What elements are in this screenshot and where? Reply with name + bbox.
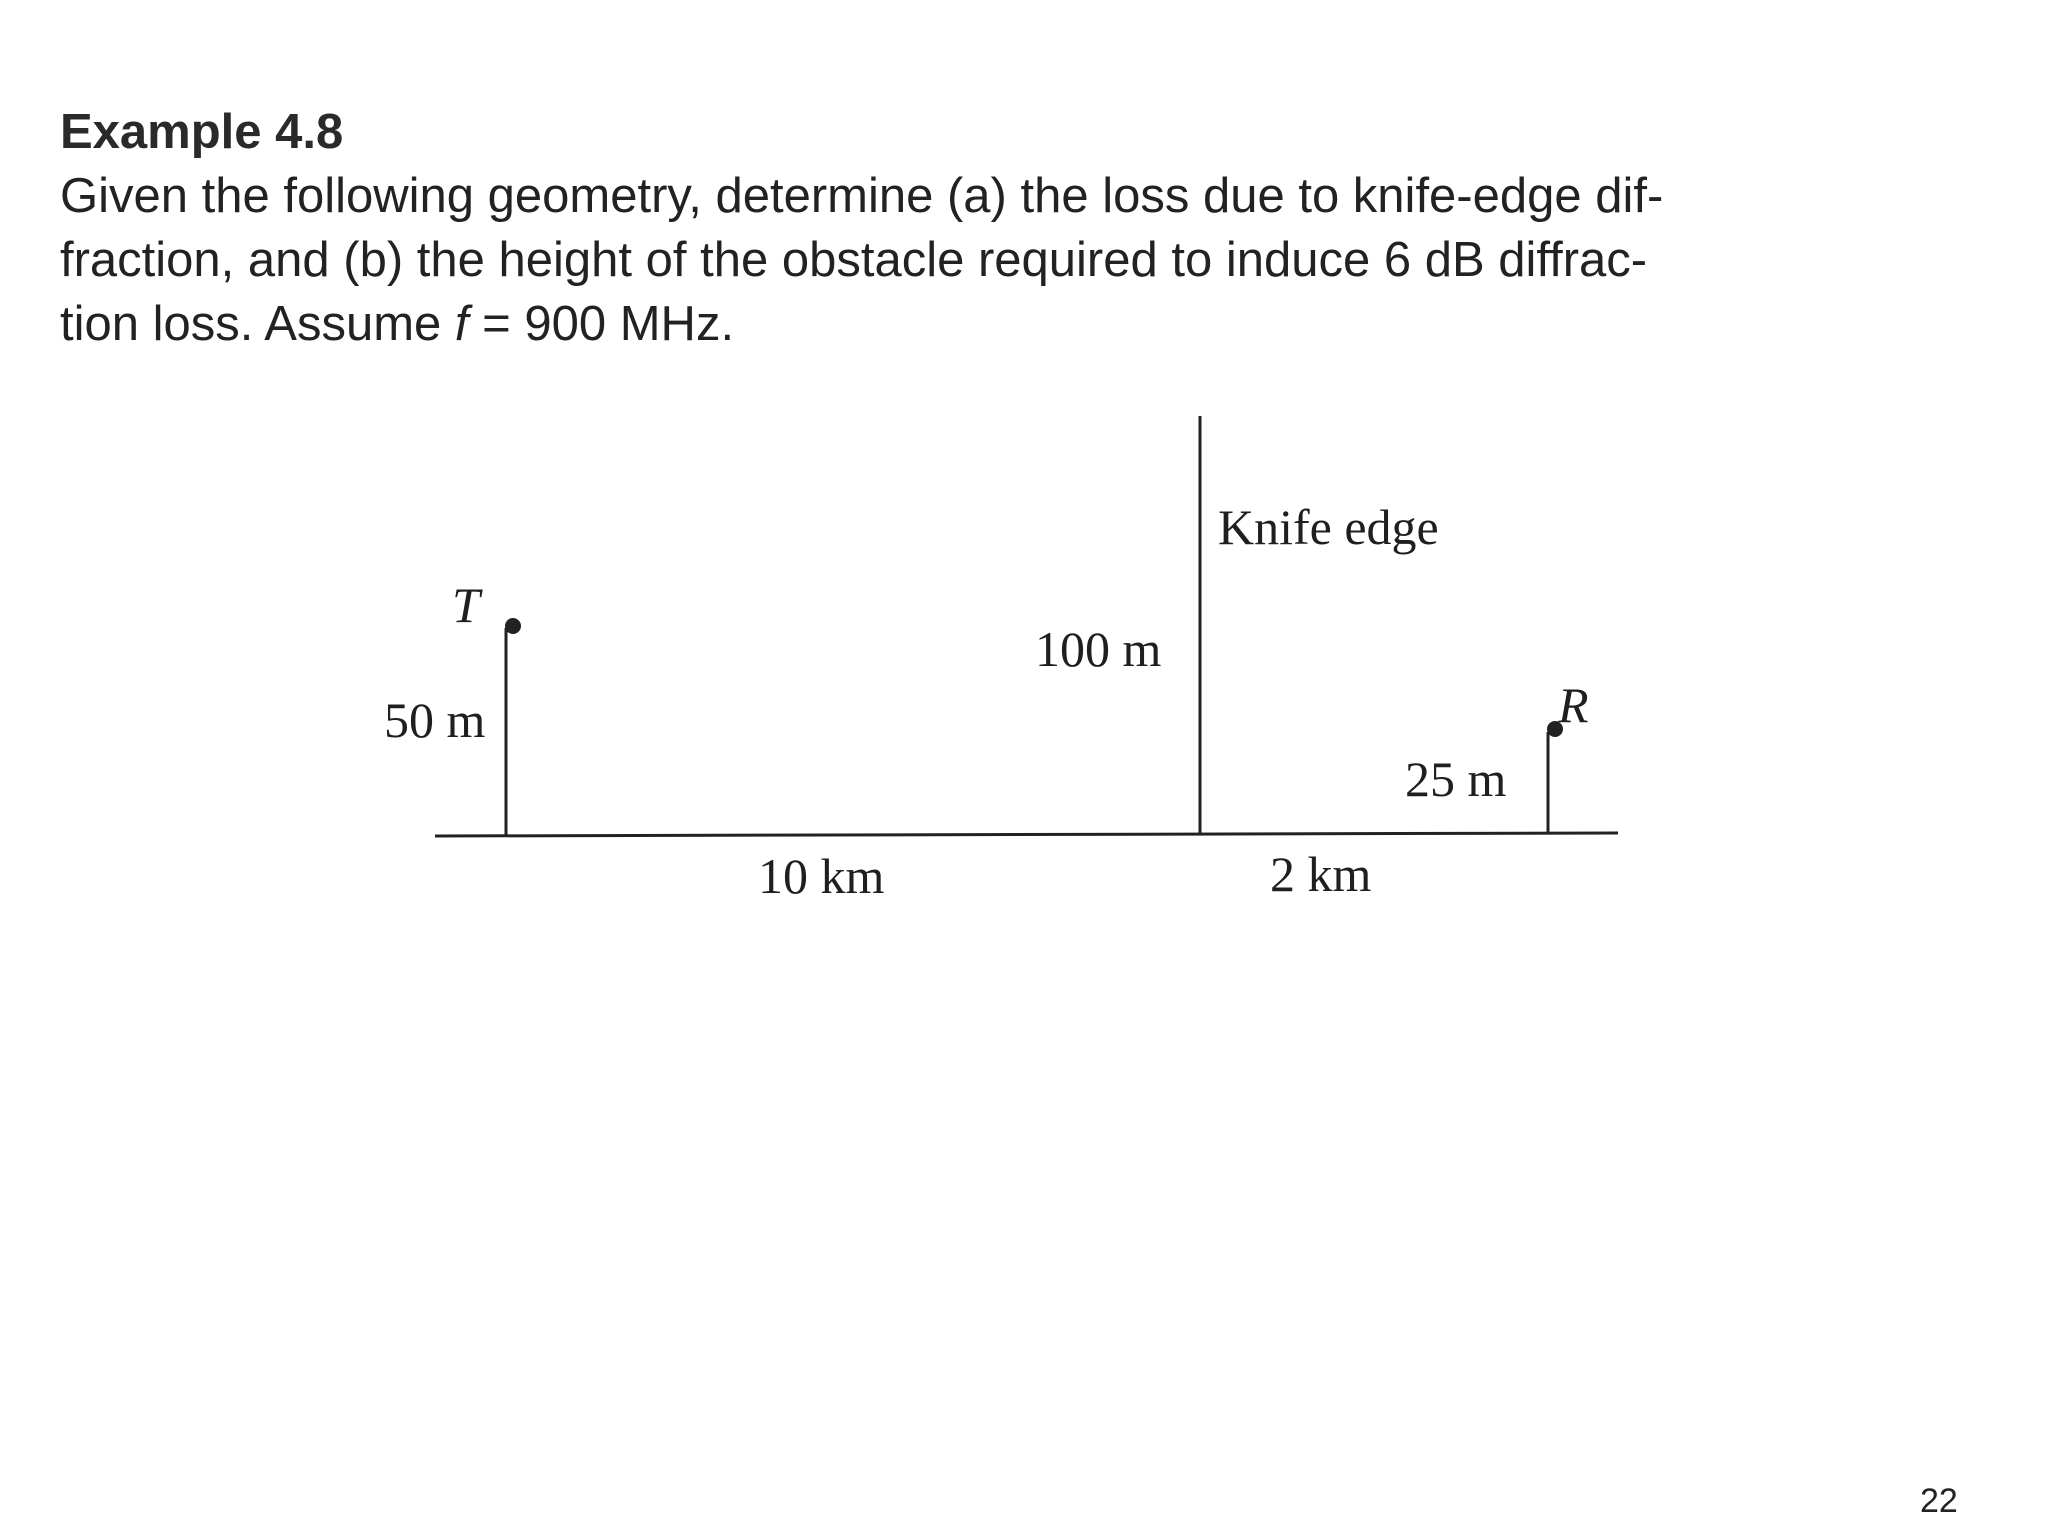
receiver-height-label: 25 m xyxy=(1405,751,1507,807)
knife-edge-height-label: 100 m xyxy=(1035,621,1162,677)
receiver-label: R xyxy=(1558,677,1589,733)
problem-text-line-3-start: tion loss. Assume xyxy=(60,297,455,351)
transmitter-height-label: 50 m xyxy=(384,692,486,748)
example-title: Example 4.8 xyxy=(60,105,344,159)
problem-text-line-1: Given the following geometry, determine (a) the loss due to knife-edge dif- xyxy=(60,169,1664,223)
knife-edge-label: Knife edge xyxy=(1218,499,1439,555)
distance-edge-to-rx-label: 2 km xyxy=(1270,846,1372,902)
distance-tx-to-edge-label: 10 km xyxy=(758,848,885,904)
page-number: 22 xyxy=(1920,1482,1958,1520)
problem-text-line-2: fraction, and (b) the height of the obstacle required to induce 6 dB diffrac- xyxy=(60,233,1648,287)
transmitter-label: T xyxy=(452,577,480,633)
ground-line xyxy=(435,833,1618,836)
frequency-variable: f xyxy=(454,297,469,351)
transmitter-antenna-dot xyxy=(505,618,521,634)
problem-text-line-3-end: = 900 MHz. xyxy=(468,297,735,351)
